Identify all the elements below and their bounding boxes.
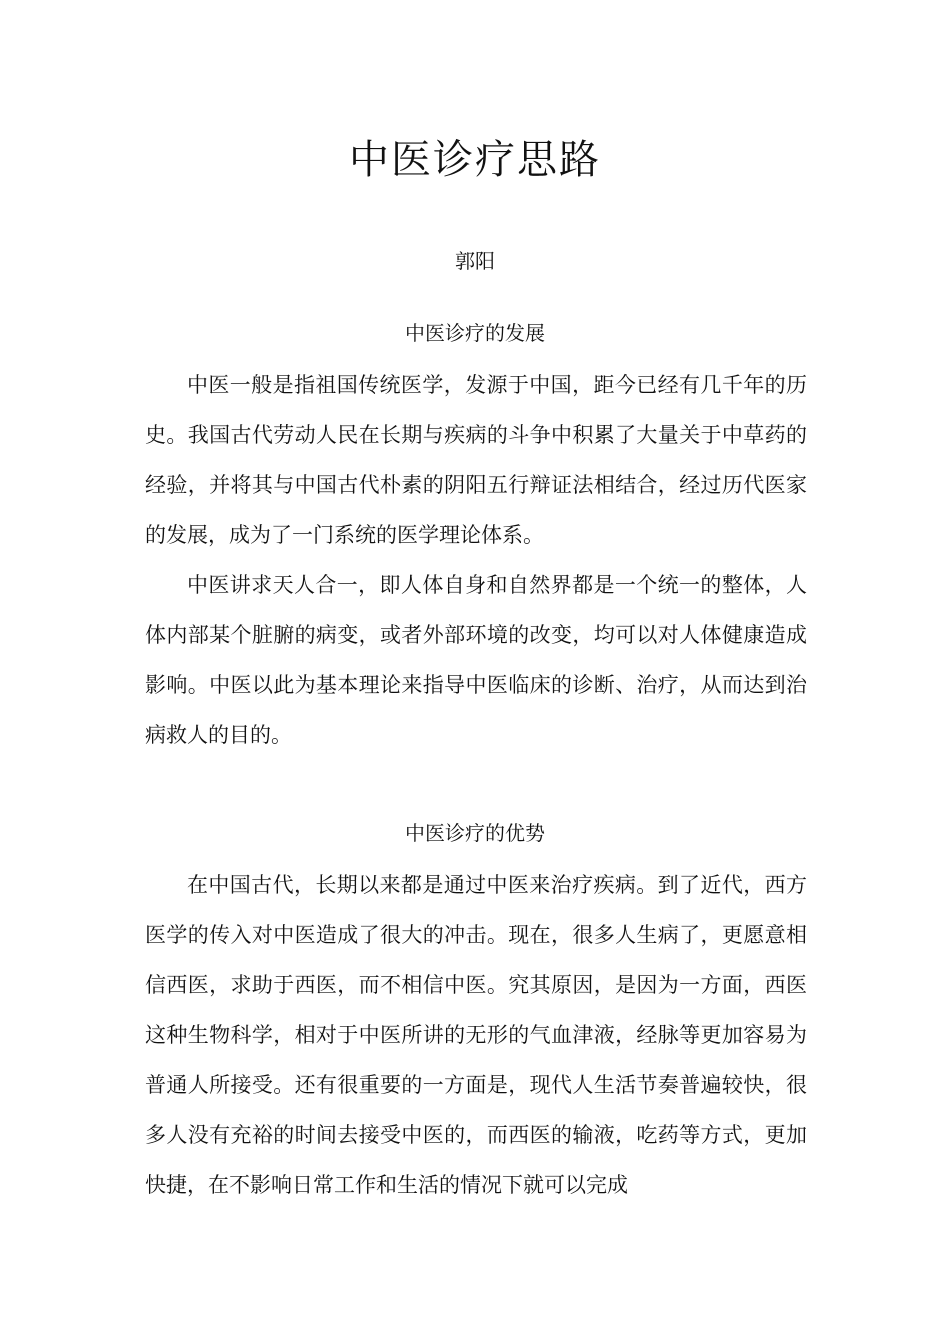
section-heading-development: 中医诊疗的发展 bbox=[405, 321, 545, 345]
section-heading-advantages: 中医诊疗的优势 bbox=[405, 821, 545, 845]
section-body-development bbox=[145, 360, 807, 760]
document-author: 郭阳 bbox=[455, 249, 495, 273]
document-title: 中医诊疗思路 bbox=[349, 137, 601, 183]
paragraph: 中医一般是指祖国传统医学，发源于中国，距今已经有几千年的历史。我国古代劳动人民在长期与疾病的斗争中积累了大量关于中草药的经验，并将其与中国古代朴素的阴阳五行辩证法相结合，经过历代医家的发展，成为了一门系统的医学理论体系。 bbox=[145, 373, 807, 547]
paragraph: 中医讲求天人合一，即人体自身和自然界都是一个统一的整体，人体内部某个脏腑的病变，或者外部环境的改变，均可以对人体健康造成影响。中医以此为基本理论来指导中医临床的诊断、治疗，从而达到治病救人的目的。 bbox=[145, 573, 807, 747]
paragraph: 在中国古代，长期以来都是通过中医来治疗疾病。到了近代，西方医学的传入对中医造成了很大的冲击。现在，很多人生病了，更愿意相信西医，求助于西医，而不相信中医。究其原因，是因为一方面，西医这种生物科学，相对于中医所讲的无形的气血津液，经脉等更加容易为普通人所接受。还有很重要的一方面是，现代人生活节奏普遍较快，很多人没有充裕的时间去接受中医的，而西医的输液，吃药等方式，更加快捷，在不影响日常工作和生活的情况下就可以完成 bbox=[145, 873, 807, 1197]
section-body-advantages bbox=[145, 860, 807, 1210]
